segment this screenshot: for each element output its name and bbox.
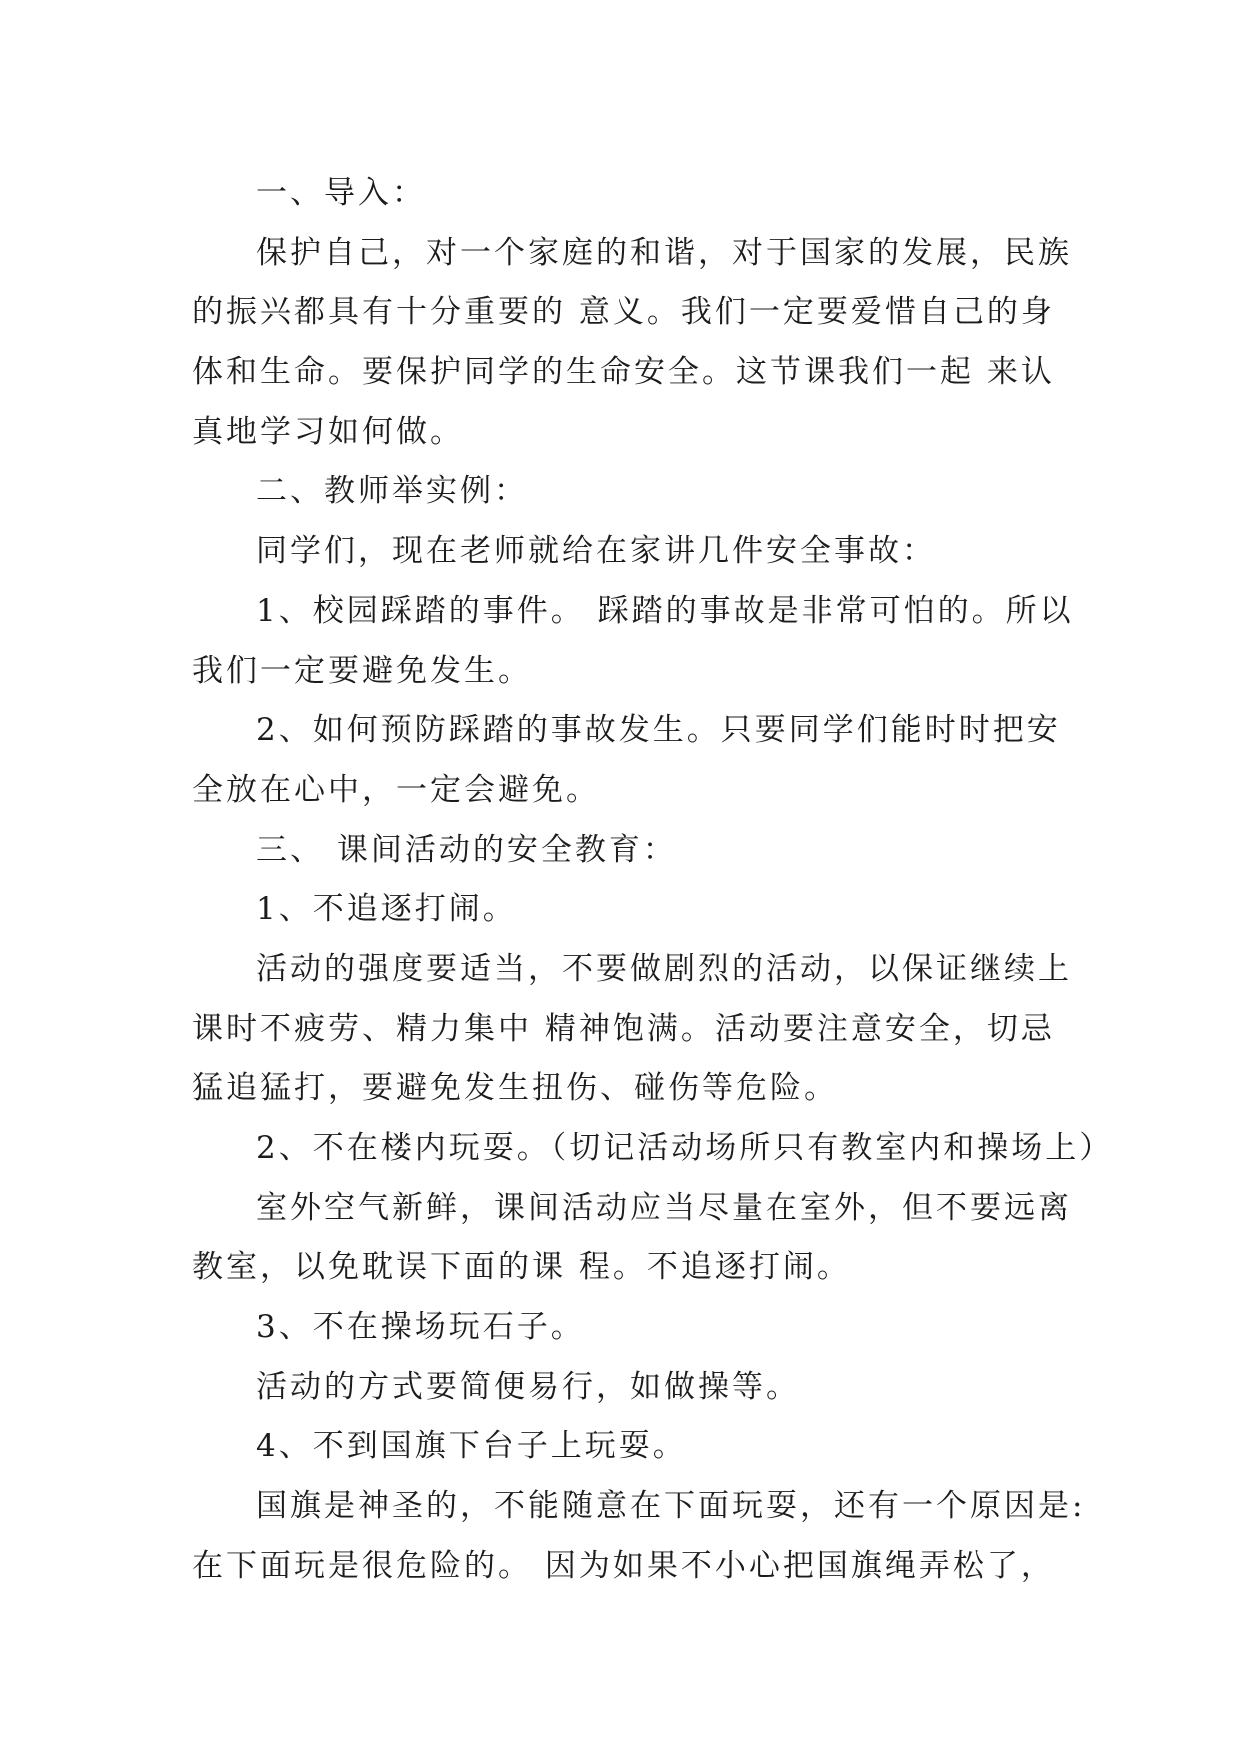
text-line: 三、 课间活动的安全教育： (256, 831, 677, 868)
text-line: 体和生命。要保护同学的生命安全。这节课我们一起 来认 (192, 354, 1055, 391)
text-line: 全放在心中，一定会避免。 (192, 771, 600, 808)
text-line: 一、导入： (256, 175, 426, 211)
text-line: 二、教师举实例： (256, 473, 528, 510)
text-line: 教室，以免耽误下面的课 程。不追逐打闹。 (192, 1249, 851, 1286)
text-line: 2、如何预防踩踏的事故发生。只要同学们能时时把安 (256, 712, 1061, 749)
text-line: 课时不疲劳、精力集中 精神饱满。活动要注意安全，切忌 (192, 1010, 1055, 1047)
text-line: 同学们，现在老师就给在家讲几件安全事故： (256, 533, 936, 570)
text-line: 2、不在楼内玩耍。（切记活动场所只有教室内和操场上） (256, 1130, 1114, 1166)
text-line: 真地学习如何做。 (192, 413, 464, 450)
text-line: 国旗是神圣的，不能随意在下面玩耍，还有一个原因是: (256, 1488, 1086, 1525)
document-body (192, 164, 1114, 1597)
text-line: 在下面玩是很危险的。 因为如果不小心把国旗绳弄松了， (192, 1547, 1055, 1584)
text-line: 3、不在操场玩石子。 (256, 1309, 585, 1346)
text-line: 1、校园踩踏的事件。 踩踏的事故是非常可怕的。所以 (256, 592, 1074, 629)
text-line: 保护自己，对一个家庭的和谐，对于国家的发展，民族 (256, 234, 1072, 271)
text-line: 1、不追逐打闹。 (256, 891, 517, 928)
text-line: 的振兴都具有十分重要的 意义。我们一定要爱惜自己的身 (192, 294, 1055, 331)
text-line: 4、不到国旗下台子上玩耍。 (256, 1428, 687, 1465)
text-line: 活动的方式要简便易行，如做操等。 (256, 1368, 800, 1405)
text-line: 活动的强度要适当，不要做剧烈的活动，以保证继续上 (256, 950, 1072, 987)
text-line: 室外空气新鲜，课间活动应当尽量在室外，但不要远离 (256, 1189, 1072, 1226)
text-line: 我们一定要避免发生。 (192, 652, 532, 689)
text-line: 猛追猛打，要避免发生扭伤、碰伤等危险。 (192, 1070, 838, 1107)
